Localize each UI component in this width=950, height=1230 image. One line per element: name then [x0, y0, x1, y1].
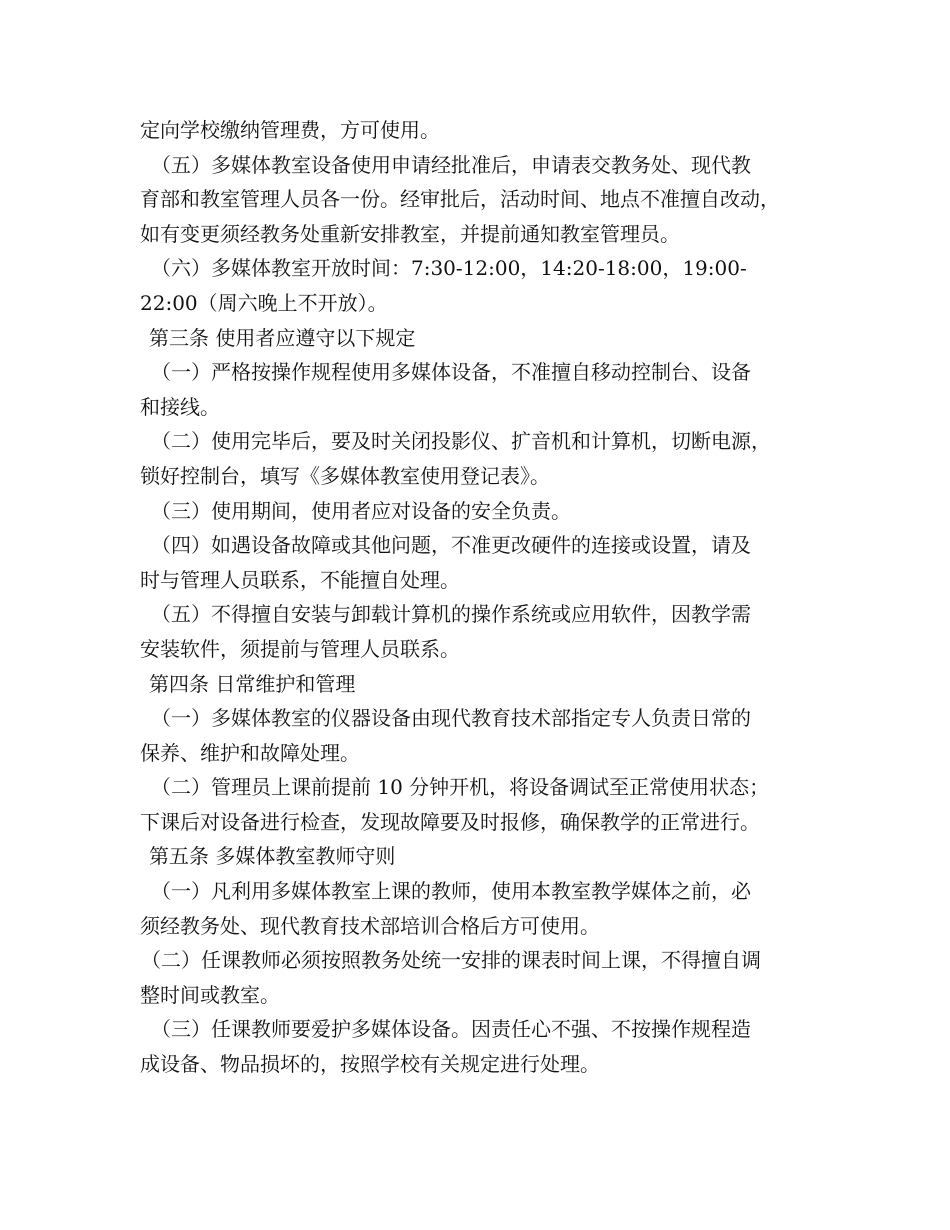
text-line: （四）如遇设备故障或其他问题，不准更改硬件的连接或设置，请及: [151, 533, 751, 558]
text-line: 须经教务处、现代教育技术部培训合格后方可使用。: [140, 913, 600, 938]
text-line: （一）凡利用多媒体教室上课的教师，使用本教室教学媒体之前，必: [151, 879, 751, 904]
text-line: 安装软件，须提前与管理人员联系。: [140, 636, 460, 661]
document-body: [140, 113, 830, 1082]
text-line: （三）任课教师要爱护多媒体设备。因责任心不强、不按操作规程造: [151, 1017, 751, 1042]
text-line: 保养、维护和故障处理。: [140, 740, 360, 765]
text-line: （五）多媒体教室设备使用申请经批准后，申请表交教务处、现代教: [151, 152, 751, 177]
text-line: （三）使用期间，使用者应对设备的安全负责。: [151, 498, 571, 523]
text-line: （一）多媒体教室的仪器设备由现代教育技术部指定专人负责日常的: [151, 706, 751, 731]
text-line: 整时间或教室。: [140, 982, 280, 1007]
text-line: 时与管理人员联系，不能擅自处理。: [140, 567, 460, 592]
text-line: 育部和教室管理人员各一份。经审批后，活动时间、地点不准擅自改动，: [140, 187, 780, 212]
section-heading: 第三条 使用者应遵守以下规定: [149, 325, 416, 350]
text-line: 成设备、物品损坏的，按照学校有关规定进行处理。: [140, 1052, 600, 1077]
section-heading: 第四条 日常维护和管理: [149, 671, 356, 696]
text-line: （二）任课教师必须按照教务处统一安排的课表时间上课，不得擅自调: [141, 948, 761, 973]
text-line: 如有变更须经教务处重新安排教室，并提前通知教室管理员。: [140, 221, 680, 246]
text-line: （六）多媒体教室开放时间：7:30-12:00，14:20-18:00，19:00-: [151, 256, 747, 281]
text-line: （二）管理员上课前提前 10 分钟开机，将设备调试至正常使用状态；: [151, 775, 770, 800]
text-line: （一）严格按操作规程使用多媒体设备，不准擅自移动控制台、设备: [151, 360, 751, 385]
text-line: 定向学校缴纳管理费，方可使用。: [140, 118, 440, 142]
text-line: （五）不得擅自安装与卸载计算机的操作系统或应用软件，因教学需: [151, 602, 751, 627]
text-line: 锁好控制台，填写《多媒体教室使用登记表》。: [140, 463, 550, 488]
text-line: （二）使用完毕后，要及时关闭投影仪、扩音机和计算机，切断电源，: [151, 429, 771, 454]
text-line: 和接线。: [140, 394, 220, 419]
text-line: 下课后对设备进行检查，发现故障要及时报修，确保教学的正常进行。: [140, 809, 760, 834]
section-heading: 第五条 多媒体教室教师守则: [149, 844, 396, 869]
text-line: 22:00（周六晚上不开放）。: [140, 290, 388, 315]
